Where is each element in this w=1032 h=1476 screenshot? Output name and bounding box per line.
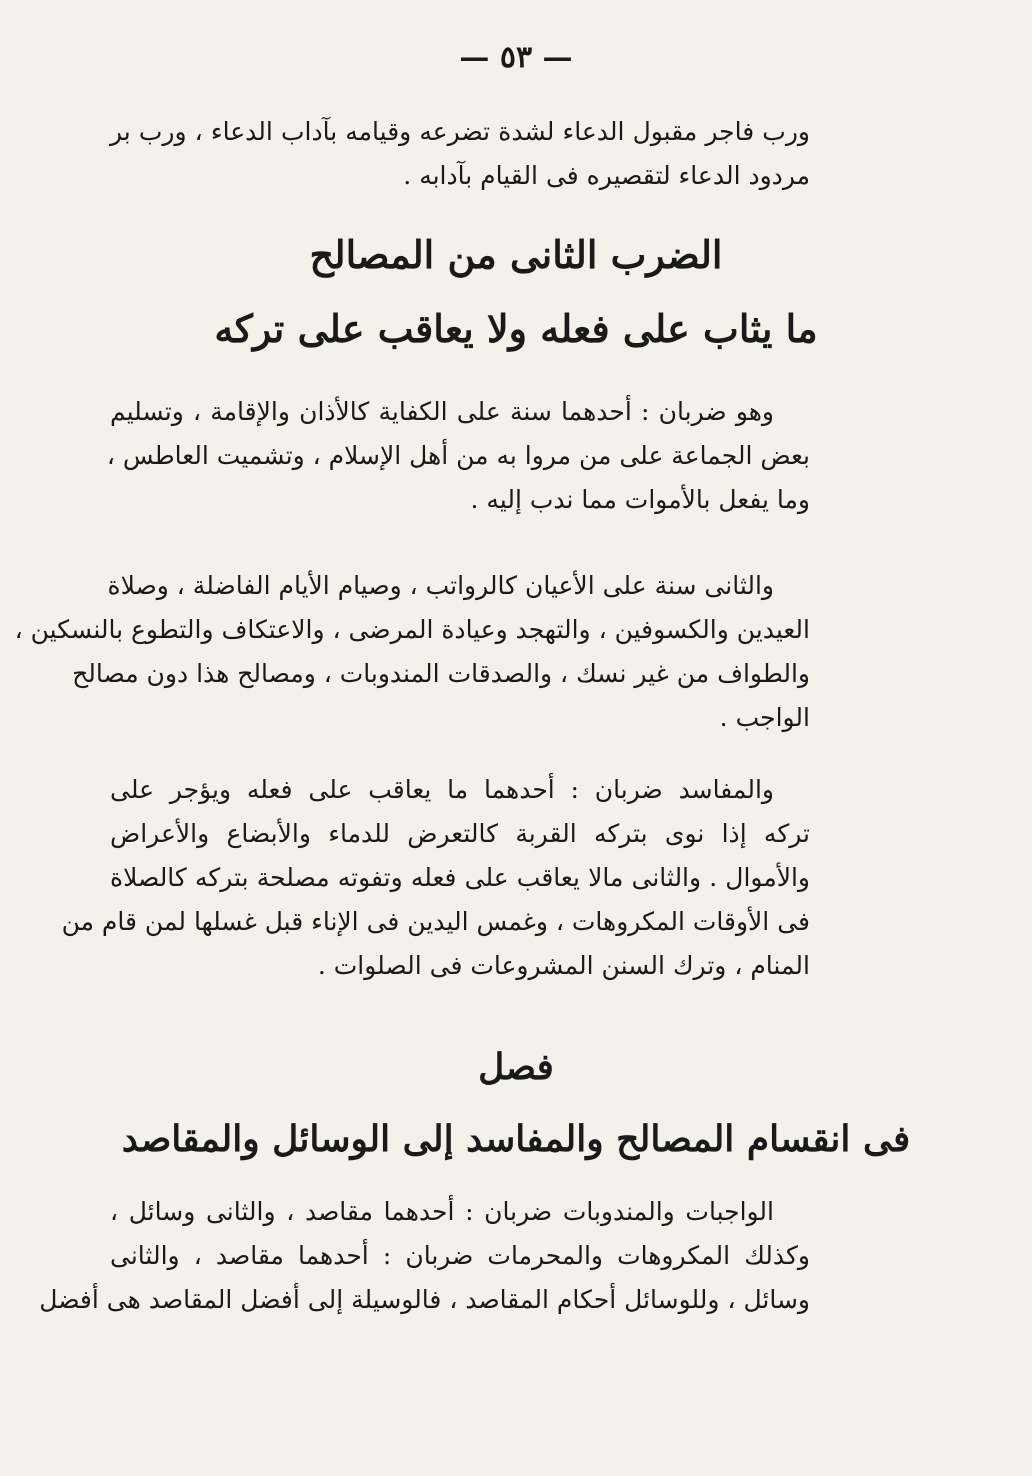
text-line: والمفاسد ضربان : أحدهما ما يعاقب على فعله ويؤجر على [110, 775, 774, 804]
paragraph-2 [14, 564, 810, 740]
text-line: وهو ضربان : أحدهما سنة على الكفاية كالأذان والإقامة ، وتسليم [110, 397, 774, 426]
text-line: فى الأوقات المكروهات ، وغمس اليدين فى الإناء قبل غسلها لمن قام من [61, 907, 810, 936]
section-heading-1: الضرب الثانى من المصالح [309, 232, 723, 277]
section-heading-2: فصل [478, 1046, 554, 1088]
text-line: مردود الدعاء لتقصيره فى القيام بآدابه . [403, 161, 810, 190]
text-line: وما يفعل بالأموات مما ندب إليه . [470, 485, 810, 514]
text-line: ورب فاجر مقبول الدعاء لشدة تضرعه وقيامه بآداب الدعاء ، ورب بر [110, 117, 810, 146]
text-line: والثانى سنة على الأعيان كالرواتب ، وصيام الأيام الفاضلة ، وصلاة [107, 571, 774, 600]
text-line: بعض الجماعة على من مروا به من أهل الإسلام ، وتشميت العاطس ، [106, 441, 810, 470]
section-subheading-2: فى انقسام المصالح والمفاسد إلى الوسائل والمقاصد [121, 1118, 911, 1160]
text-line: وسائل ، وللوسائل أحكام المقاصد ، فالوسيلة إلى أفضل المقاصد هى أفضل [39, 1285, 810, 1314]
text-line: والطواف من غير نسك ، والصدقات المندوبات ، ومصالح هذا دون مصالح [72, 659, 810, 688]
text-line: الواجبات والمندوبات ضربان : أحدهما مقاصد ، والثانى وسائل ، [110, 1197, 774, 1226]
intro-paragraph [110, 110, 810, 198]
paragraph-3 [61, 768, 810, 988]
page-number: — ٥٣ — [459, 40, 573, 75]
paragraph-4 [39, 1190, 810, 1322]
text-line: تركه إذا نوى بتركه القربة كالتعرض للدماء والأبضاع والأعراض [110, 819, 810, 848]
text-line: المنام ، وترك السنن المشروعات فى الصلوات . [317, 951, 810, 980]
text-line: وكذلك المكروهات والمحرمات ضربان : أحدهما مقاصد ، والثانى [110, 1241, 810, 1270]
text-line: العيدين والكسوفين ، والتهجد وعيادة المرضى ، والاعتكاف والتطوع بالنسكين ، [14, 615, 810, 644]
paragraph-1 [106, 390, 810, 522]
text-line: الواجب . [719, 703, 810, 732]
text-line: والأموال . والثانى مالا يعاقب على فعله وتفوته مصلحة بتركه كالصلاة [110, 863, 810, 892]
section-subheading-1: ما يثاب على فعله ولا يعاقب على تركه [214, 306, 818, 351]
